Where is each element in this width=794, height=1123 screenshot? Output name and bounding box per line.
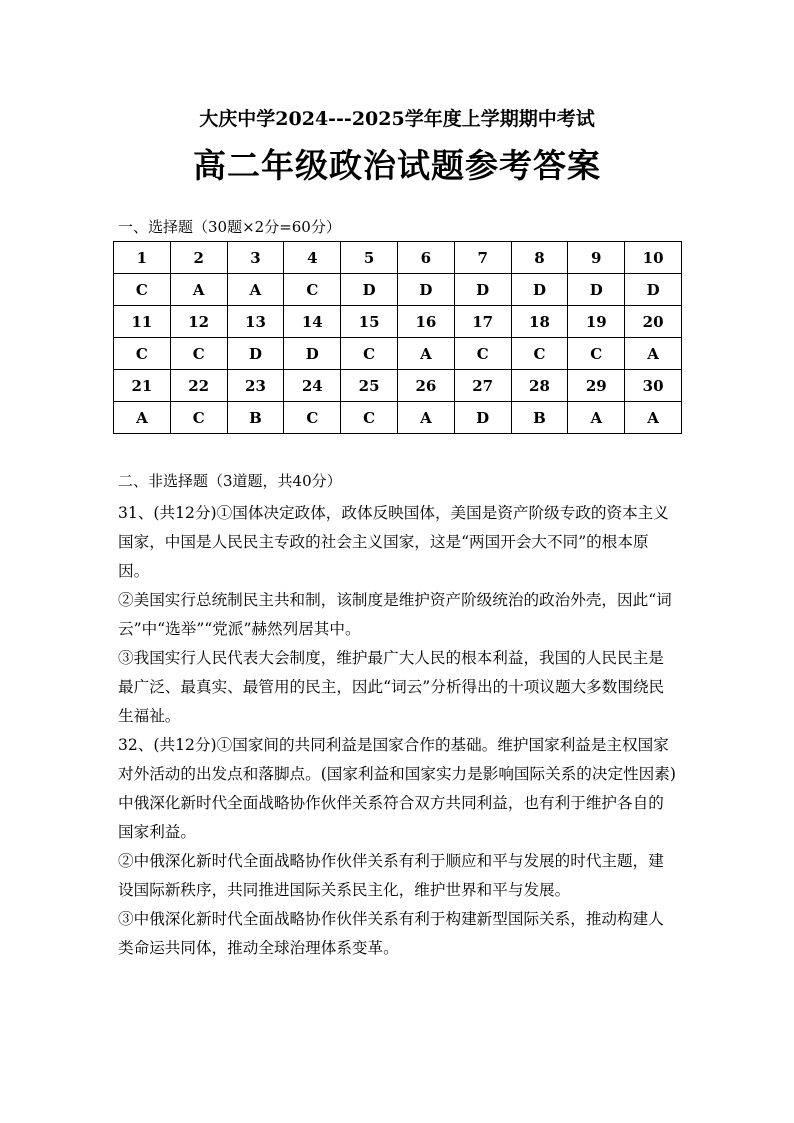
question-number-cell: 12 [170,306,227,338]
answer-cell: D [284,338,341,370]
question-number-cell: 19 [568,306,625,338]
question-number-cell: 9 [568,242,625,274]
section2-heading: 二、非选择题（3道题，共40分） [118,472,342,490]
question-number-cell: 25 [341,370,398,402]
question-number-cell: 22 [170,370,227,402]
answer-cell: D [341,274,398,306]
answer-cell: C [454,338,511,370]
answer-cell: C [511,338,568,370]
answer-cell: B [511,402,568,434]
answer-cell: A [568,402,625,434]
question-number-cell: 15 [341,306,398,338]
question-number-row [114,242,682,274]
answer-cell: D [625,274,682,306]
question-number-cell: 1 [114,242,171,274]
question-number-cell: 27 [454,370,511,402]
answer-key-title: 高二年级政治试题参考答案 [193,146,601,185]
answer-cell: D [454,402,511,434]
question-number-cell: 11 [114,306,171,338]
answer-cell: A [625,402,682,434]
question-number-cell: 3 [227,242,284,274]
answer-cell: C [284,274,341,306]
question-number-cell: 4 [284,242,341,274]
question-number-cell: 30 [625,370,682,402]
question-number-cell: 2 [170,242,227,274]
answer-cell: A [114,402,171,434]
paragraph: ②中俄深化新时代全面战略协作伙伴关系有利于顺应和平与发展的时代主题，建设国际新秩序，共同推进国际关系民主化，维护世界和平与发展。 [118,852,664,899]
answer-table [113,241,682,434]
answer-cell: D [397,274,454,306]
question-number-row [114,370,682,402]
paragraph: 32、(共12分)①国家间的共同利益是国家合作的基础。维护国家利益是主权国家对外活动的出发点和落脚点。(国家利益和国家实力是影响国际关系的决定性因素)中俄深化新时代全面战略协作伙伴关系符合双方共同利益，也有利于维护各自的国家利益。 [118,736,676,841]
answer-cell: C [341,338,398,370]
exam-title: 大庆中学2024---2025学年度上学期期中考试 [199,108,595,130]
question-number-cell: 21 [114,370,171,402]
question-number-cell: 6 [397,242,454,274]
question-number-cell: 29 [568,370,625,402]
answer-row [114,338,682,370]
answer-cell: C [114,338,171,370]
answer-cell: D [568,274,625,306]
question-number-cell: 8 [511,242,568,274]
answer-cell: D [227,338,284,370]
question-number-cell: 18 [511,306,568,338]
answers-body [118,499,678,963]
answer-cell: C [114,274,171,306]
answer-cell: C [170,402,227,434]
question-number-cell: 5 [341,242,398,274]
paragraph: ②美国实行总统制民主共和制，该制度是维护资产阶级统治的政治外壳，因此“词云”中“选举”“党派”赫然列居其中。 [118,591,672,638]
answer-cell: A [170,274,227,306]
paragraph: ③中俄深化新时代全面战略协作伙伴关系有利于构建新型国际关系，推动构建人类命运共同体，推动全球治理体系变革。 [118,910,664,957]
answer-cell: C [568,338,625,370]
question-number-cell: 20 [625,306,682,338]
answer-cell: A [397,402,454,434]
question-number-cell: 13 [227,306,284,338]
question-number-cell: 28 [511,370,568,402]
answer-cell: D [454,274,511,306]
answer-cell: C [284,402,341,434]
paragraph: ③我国实行人民代表大会制度，维护最广大人民的根本利益，我国的人民民主是最广泛、最真实、最管用的民主，因此“词云”分析得出的十项议题大多数围绕民生福祉。 [118,649,665,725]
question-number-cell: 10 [625,242,682,274]
paragraph: 31、(共12分)①国体决定政体，政体反映国体，美国是资产阶级专政的资本主义国家，中国是人民民主专政的社会主义国家，这是“两国开会大不同”的根本原因。 [118,504,669,580]
question-number-cell: 24 [284,370,341,402]
question-number-row [114,306,682,338]
question-number-cell: 14 [284,306,341,338]
answer-cell: A [625,338,682,370]
question-number-cell: 16 [397,306,454,338]
answer-cell: C [170,338,227,370]
question-number-cell: 17 [454,306,511,338]
answer-cell: A [397,338,454,370]
answer-cell: A [227,274,284,306]
answer-cell: B [227,402,284,434]
section1-heading: 一、选择题（30题×2分=60分） [118,218,341,236]
answer-row [114,402,682,434]
question-number-cell: 26 [397,370,454,402]
answer-row [114,274,682,306]
question-number-cell: 7 [454,242,511,274]
answer-cell: C [341,402,398,434]
question-number-cell: 23 [227,370,284,402]
answer-cell: D [511,274,568,306]
